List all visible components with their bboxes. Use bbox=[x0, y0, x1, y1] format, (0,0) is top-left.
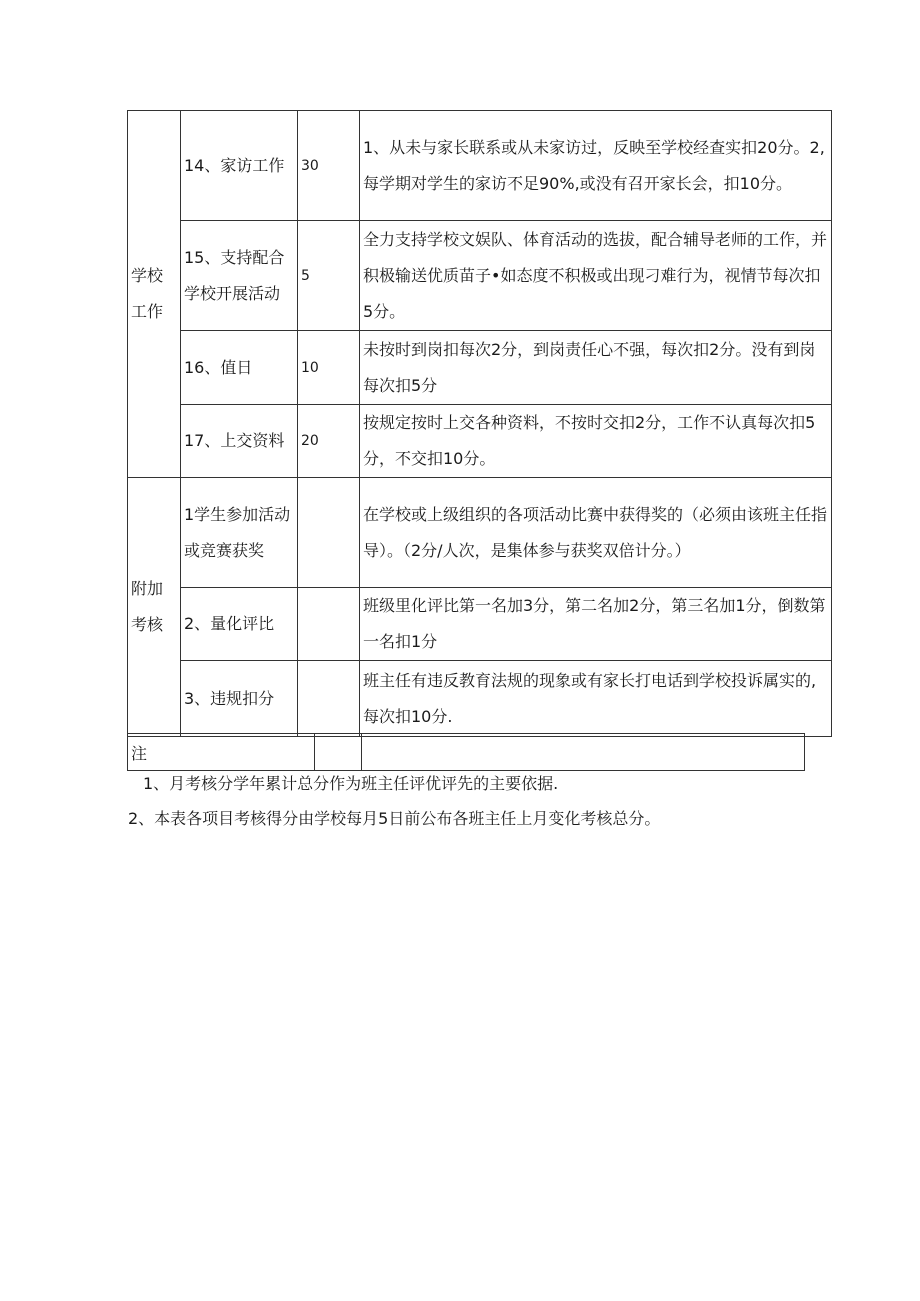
rule-cell: 1、从未与家长联系或从未家访过，反映至学校经查实扣20分。2,每学期对学生的家访不足90%,或没有召开家长会，扣10分。 bbox=[360, 111, 832, 221]
rule-cell: 在学校或上级组织的各项活动比赛中获得奖的（必须由该班主任指导）。（2分/人次，是集体参与获奖双倍计分。） bbox=[360, 478, 832, 588]
item-cell: 1学生参加活动或竞赛获奖 bbox=[181, 478, 298, 588]
note-line-1: 1、月考核分学年累计总分作为班主任评优评先的主要依据. bbox=[143, 774, 559, 793]
category-cell-school-work: 学校工作 bbox=[128, 111, 181, 478]
score-cell bbox=[298, 478, 360, 588]
item-cell: 3、违规扣分 bbox=[181, 661, 298, 737]
score-cell: 30 bbox=[298, 111, 360, 221]
note-row-table bbox=[127, 733, 805, 771]
item-cell: 16、值日 bbox=[181, 331, 298, 405]
item-cell: 2、量化评比 bbox=[181, 588, 298, 661]
table-row bbox=[128, 405, 832, 478]
score-cell: 10 bbox=[298, 331, 360, 405]
table-row bbox=[128, 661, 832, 737]
note-line-2: 2、本表各项目考核得分由学校每月5日前公布各班主任上月变化考核总分。 bbox=[128, 809, 661, 828]
table-row bbox=[128, 331, 832, 405]
note-label: 注 bbox=[128, 734, 315, 771]
score-cell bbox=[298, 661, 360, 737]
note-empty-cell bbox=[362, 734, 805, 771]
item-cell: 14、家访工作 bbox=[181, 111, 298, 221]
rule-cell: 班级里化评比第一名加3分，第二名加2分，第三名加1分，倒数第一名扣1分 bbox=[360, 588, 832, 661]
rule-cell: 按规定按时上交各种资料，不按时交扣2分，工作不认真每次扣5分，不交扣10分。 bbox=[360, 405, 832, 478]
note-empty-cell bbox=[315, 734, 362, 771]
table-row bbox=[128, 588, 832, 661]
note-row bbox=[128, 734, 805, 771]
score-cell bbox=[298, 588, 360, 661]
item-cell: 17、上交资料 bbox=[181, 405, 298, 478]
rule-cell: 全力支持学校文娱队、体育活动的选拔，配合辅导老师的工作，并积极输送优质苗子•如态度不积极或出现刁难行为，视情节每次扣5分。 bbox=[360, 221, 832, 331]
table-row bbox=[128, 111, 832, 221]
table-row bbox=[128, 478, 832, 588]
rule-cell: 班主任有违反教育法规的现象或有家长打电话到学校投诉属实的,每次扣10分. bbox=[360, 661, 832, 737]
score-cell: 20 bbox=[298, 405, 360, 478]
assessment-table bbox=[127, 110, 832, 737]
category-cell-extra-assessment: 附加考核 bbox=[128, 478, 181, 737]
score-cell: 5 bbox=[298, 221, 360, 331]
rule-cell: 未按时到岗扣每次2分，到岗责任心不强，每次扣2分。没有到岗每次扣5分 bbox=[360, 331, 832, 405]
table-row bbox=[128, 221, 832, 331]
item-cell: 15、支持配合学校开展活动 bbox=[181, 221, 298, 331]
